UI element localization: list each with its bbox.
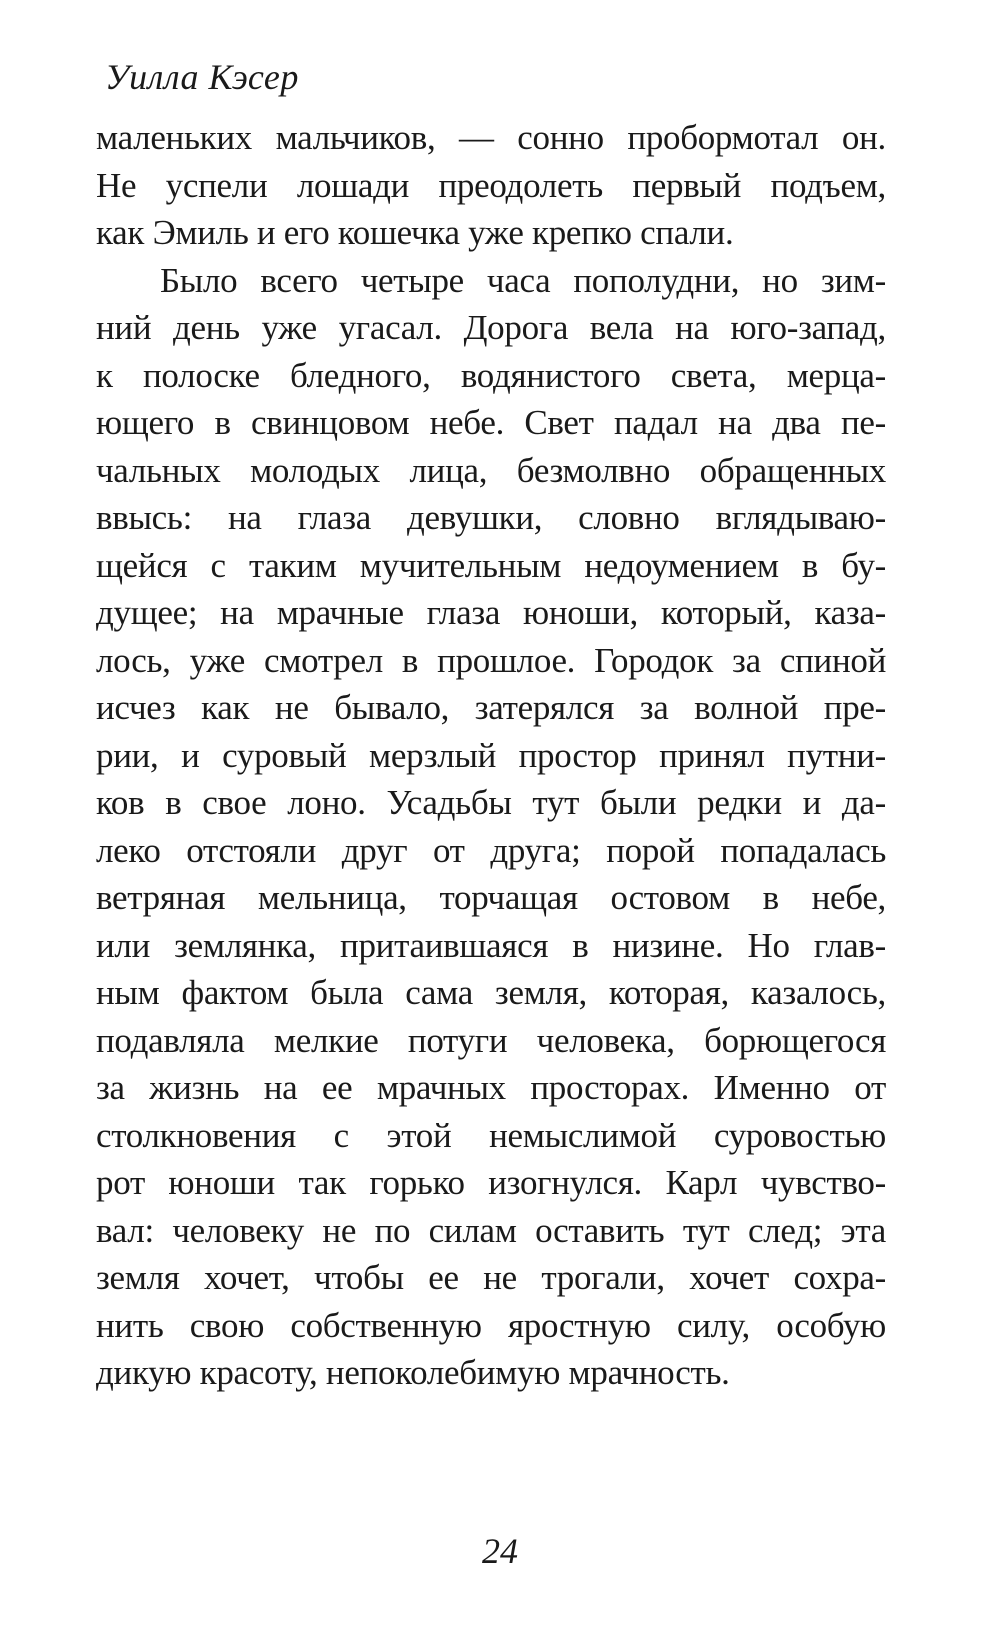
text-line: ветряная мельница, торчащая остовом в небе, — [96, 878, 886, 917]
text-line: как Эмиль и его кошечка уже крепко спали. — [96, 213, 734, 252]
text-line: щейся с таким мучительным недоумением в бу- — [96, 545, 886, 585]
text-line: лось, уже смотрел в прошлое. Городок за спиной — [96, 640, 886, 680]
text-line: к полоске бледного, водянистого света, мерца- — [96, 355, 886, 395]
text-line: или землянка, притаившаяся в низине. Но глав- — [96, 925, 886, 965]
text-line: дикую красоту, непоколебимую мрачность. — [96, 1353, 730, 1392]
text-line: ющего в свинцовом небе. Свет падал на два пе- — [96, 403, 886, 442]
text-line: дущее; на мрачные глаза юноши, который, каза- — [96, 593, 886, 632]
text-line: ний день уже угасал. Дорога вела на юго-запад, — [96, 308, 886, 347]
text-line: ввысь: на глаза девушки, словно вглядываю- — [96, 498, 886, 537]
text-line: леко отстояли друг от друга; порой попадалась — [96, 830, 886, 870]
running-head-author: Уилла Кэсер — [105, 57, 299, 97]
text-line: подавляла мелкие потуги человека, борющегося — [96, 1020, 886, 1060]
text-line: нить свою собственную яростную силу, особую — [96, 1305, 886, 1345]
text-line: земля хочет, чтобы ее не трогали, хочет сохра- — [96, 1258, 886, 1297]
text-line: ным фактом была сама земля, которая, казалось, — [96, 973, 886, 1012]
body-text — [96, 114, 886, 1397]
text-line: рии, и суровый мерзлый простор принял путни- — [96, 735, 886, 775]
text-line: за жизнь на ее мрачных просторах. Именно от — [96, 1068, 886, 1107]
text-line: столкновения с этой немыслимой суровостью — [96, 1115, 886, 1155]
text-line: исчез как не бывало, затерялся за волной пре- — [96, 688, 886, 727]
text-line: рот юноши так горько изогнулся. Карл чувство- — [96, 1163, 886, 1202]
text-line: Не успели лошади преодолеть первый подъем, — [96, 165, 886, 205]
text-line: маленьких мальчиков, — сонно пробормотал он. — [96, 118, 886, 157]
text-line: ков в свое лоно. Усадьбы тут были редки и да- — [96, 783, 886, 822]
text-line: вал: человеку не по силам оставить тут след; эта — [96, 1210, 886, 1250]
text-line: чальных молодых лица, безмолвно обращенных — [96, 450, 886, 490]
page-number: 24 — [482, 1531, 518, 1571]
text-line: Было всего четыре часа пополудни, но зим- — [160, 260, 886, 300]
